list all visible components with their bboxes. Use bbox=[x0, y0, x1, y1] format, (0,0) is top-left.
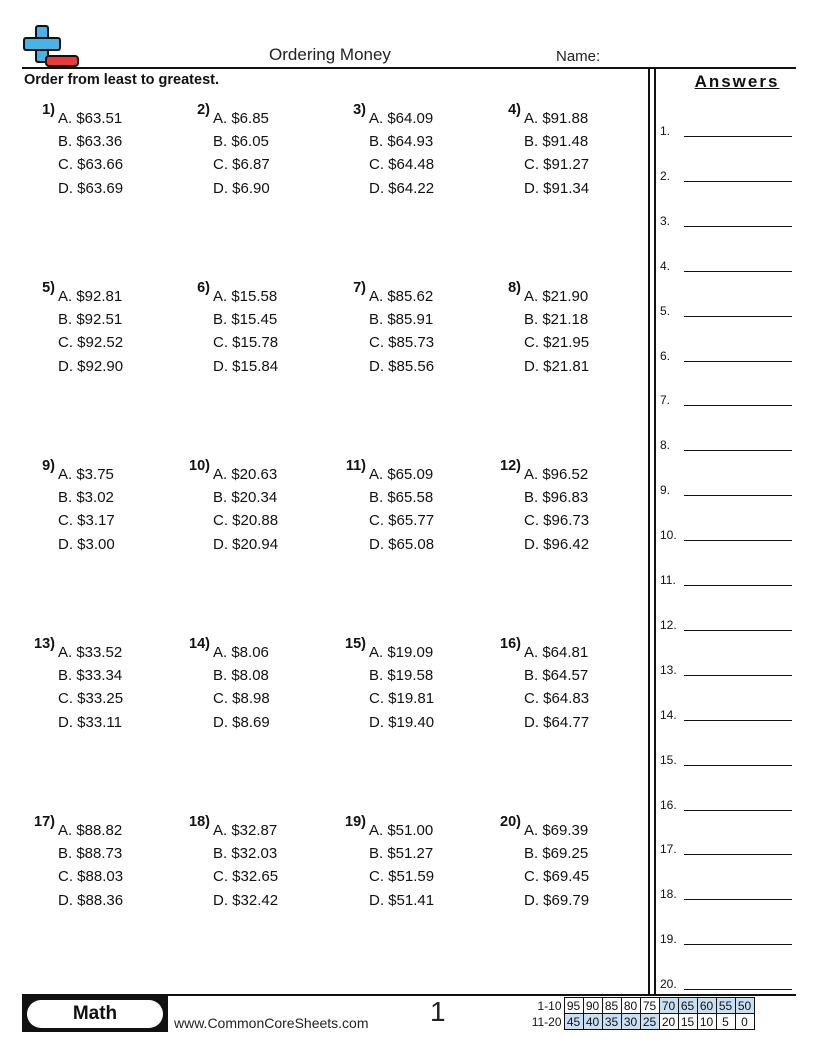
score-cell: 85 bbox=[602, 998, 621, 1014]
answer-row bbox=[660, 524, 792, 544]
answer-column-divider bbox=[648, 68, 650, 995]
option-list bbox=[369, 463, 434, 556]
score-cell: 10 bbox=[697, 1014, 716, 1030]
option-item: C. $51.59 bbox=[369, 868, 435, 886]
answer-row bbox=[660, 300, 792, 320]
score-cell: 45 bbox=[564, 1014, 583, 1030]
problem-number: 6) bbox=[197, 280, 210, 296]
answer-row bbox=[660, 434, 792, 454]
option-item: B. $92.51 bbox=[58, 311, 123, 329]
score-cell: 20 bbox=[659, 1014, 678, 1030]
option-list bbox=[58, 107, 123, 200]
problem bbox=[335, 102, 485, 202]
problem-number: 2) bbox=[197, 102, 210, 118]
option-item: B. $64.57 bbox=[524, 667, 589, 685]
option-item: B. $51.27 bbox=[369, 845, 434, 863]
option-list bbox=[58, 285, 123, 378]
score-cell: 60 bbox=[697, 998, 716, 1014]
option-item: A. $32.87 bbox=[213, 822, 278, 839]
option-list bbox=[58, 641, 123, 734]
option-list bbox=[369, 819, 434, 912]
option-item: B. $65.58 bbox=[369, 489, 434, 507]
option-list bbox=[213, 819, 278, 912]
option-list bbox=[369, 641, 434, 734]
option-item: B. $6.05 bbox=[213, 133, 269, 151]
answer-number: 11. bbox=[660, 573, 676, 587]
option-item: A. $65.09 bbox=[369, 466, 434, 483]
problem-number: 14) bbox=[189, 636, 210, 652]
option-item: D. $65.08 bbox=[369, 535, 435, 553]
option-item: A. $64.09 bbox=[369, 110, 434, 127]
option-item: B. $91.48 bbox=[524, 133, 589, 151]
option-item: D. $96.42 bbox=[524, 535, 590, 553]
answer-blank[interactable] bbox=[684, 675, 792, 676]
option-item: D. $91.34 bbox=[524, 179, 590, 197]
answer-number: 15. bbox=[660, 752, 677, 767]
option-list bbox=[58, 463, 115, 556]
problem-number: 18) bbox=[189, 814, 210, 830]
option-item: A. $69.39 bbox=[524, 822, 589, 839]
answer-row bbox=[660, 120, 792, 140]
answer-row bbox=[660, 210, 792, 230]
score-cell: 30 bbox=[621, 1014, 640, 1030]
problem-number: 17) bbox=[34, 814, 55, 830]
problem-number: 7) bbox=[353, 280, 366, 296]
option-list bbox=[524, 107, 589, 200]
score-cell: 90 bbox=[583, 998, 602, 1014]
answer-number: 12. bbox=[660, 617, 677, 632]
answer-blank[interactable] bbox=[684, 450, 792, 451]
answer-blank[interactable] bbox=[684, 540, 792, 541]
option-item: C. $6.87 bbox=[213, 156, 270, 174]
answer-number: 5. bbox=[660, 303, 671, 318]
option-list bbox=[369, 107, 434, 200]
option-item: C. $63.66 bbox=[58, 156, 124, 174]
score-cell: 75 bbox=[640, 998, 659, 1014]
problem-number: 5) bbox=[42, 280, 55, 296]
problem bbox=[24, 814, 174, 914]
answer-row bbox=[660, 704, 792, 724]
answer-blank[interactable] bbox=[684, 271, 792, 272]
option-item: C. $92.52 bbox=[58, 334, 124, 352]
score-cell: 55 bbox=[716, 998, 735, 1014]
problem-number: 13) bbox=[34, 636, 55, 652]
answer-row bbox=[660, 479, 792, 499]
problem-number: 8) bbox=[508, 280, 521, 296]
problem-number: 20) bbox=[500, 814, 521, 830]
answer-number: 10. bbox=[660, 528, 677, 543]
option-item: A. $15.58 bbox=[213, 288, 278, 305]
answer-blank[interactable] bbox=[684, 630, 792, 631]
answer-row bbox=[660, 794, 792, 814]
answer-row bbox=[660, 659, 792, 679]
option-item: A. $19.09 bbox=[369, 644, 434, 661]
option-item: D. $85.56 bbox=[369, 357, 435, 375]
option-item: B. $85.91 bbox=[369, 311, 434, 329]
answer-number: 7. bbox=[660, 393, 671, 408]
option-item: C. $33.25 bbox=[58, 690, 124, 708]
option-item: B. $88.73 bbox=[58, 845, 123, 863]
option-item: A. $92.81 bbox=[58, 288, 123, 305]
option-item: D. $92.90 bbox=[58, 357, 124, 375]
option-item: A. $88.82 bbox=[58, 822, 123, 839]
answer-blank[interactable] bbox=[684, 989, 792, 990]
problem-number: 19) bbox=[345, 814, 366, 830]
option-item: D. $69.79 bbox=[524, 891, 590, 909]
option-item: A. $20.63 bbox=[213, 466, 278, 483]
option-list bbox=[524, 819, 589, 912]
problem bbox=[179, 280, 329, 380]
answer-row bbox=[660, 614, 792, 634]
problem bbox=[179, 458, 329, 558]
answer-blank[interactable] bbox=[684, 405, 792, 406]
problem bbox=[490, 280, 640, 380]
option-item: A. $64.81 bbox=[524, 644, 589, 661]
option-item: A. $51.00 bbox=[369, 822, 434, 839]
option-item: A. $91.88 bbox=[524, 110, 589, 127]
answer-blank[interactable] bbox=[684, 361, 792, 362]
problem-number: 10) bbox=[189, 458, 210, 474]
problem bbox=[179, 636, 329, 736]
option-item: D. $51.41 bbox=[369, 891, 435, 909]
problem-number: 9) bbox=[42, 458, 55, 474]
answer-blank[interactable] bbox=[684, 720, 792, 721]
answer-number: 20. bbox=[660, 977, 677, 992]
option-item: D. $8.69 bbox=[213, 713, 270, 731]
option-item: A. $33.52 bbox=[58, 644, 123, 661]
problem-number: 16) bbox=[500, 636, 521, 652]
answer-number: 16. bbox=[660, 797, 677, 812]
option-item: A. $3.75 bbox=[58, 466, 114, 483]
option-item: B. $8.08 bbox=[213, 667, 269, 685]
answer-row bbox=[660, 749, 792, 769]
score-cell: 35 bbox=[602, 1014, 621, 1030]
problem bbox=[24, 280, 174, 380]
answer-row bbox=[660, 883, 792, 903]
problem bbox=[24, 636, 174, 736]
option-item: B. $19.58 bbox=[369, 667, 434, 685]
option-list bbox=[213, 641, 270, 734]
answer-number: 17. bbox=[660, 842, 677, 857]
option-item: C. $64.48 bbox=[369, 156, 435, 174]
option-item: B. $63.36 bbox=[58, 133, 123, 151]
option-list bbox=[369, 285, 434, 378]
answer-blank[interactable] bbox=[684, 495, 792, 496]
score-row-label: 11-20 bbox=[531, 1014, 562, 1029]
problem bbox=[490, 458, 640, 558]
option-item: D. $32.42 bbox=[213, 891, 279, 909]
option-item: A. $6.85 bbox=[213, 110, 269, 127]
answer-number: 4. bbox=[660, 258, 671, 273]
score-row-label: 1-10 bbox=[537, 998, 562, 1013]
option-item: D. $6.90 bbox=[213, 179, 270, 197]
option-item: B. $20.34 bbox=[213, 489, 278, 507]
option-item: C. $8.98 bbox=[213, 690, 270, 708]
answer-number: 1. bbox=[660, 124, 671, 138]
option-item: D. $88.36 bbox=[58, 891, 124, 909]
option-item: C. $19.81 bbox=[369, 690, 435, 708]
option-item: D. $63.69 bbox=[58, 179, 124, 197]
answer-number: 13. bbox=[660, 662, 677, 677]
problem-number: 11) bbox=[345, 458, 366, 474]
score-cell: 40 bbox=[583, 1014, 602, 1030]
option-item: C. $15.78 bbox=[213, 334, 279, 352]
option-item: C. $21.95 bbox=[524, 334, 590, 352]
problem bbox=[335, 458, 485, 558]
answer-row bbox=[660, 973, 792, 993]
option-list bbox=[524, 285, 589, 378]
problem bbox=[490, 814, 640, 914]
problem-number: 15) bbox=[345, 636, 366, 652]
option-item: C. $85.73 bbox=[369, 334, 435, 352]
option-item: A. $8.06 bbox=[213, 644, 269, 661]
score-row bbox=[528, 1014, 754, 1030]
footer-url: www.CommonCoreSheets.com bbox=[174, 1015, 369, 1031]
score-cell: 15 bbox=[678, 1014, 697, 1030]
footer-subject: Math bbox=[27, 1000, 163, 1028]
answer-row bbox=[660, 928, 792, 948]
option-item: B. $96.83 bbox=[524, 489, 589, 507]
answer-blank[interactable] bbox=[684, 899, 792, 900]
answer-number: 8. bbox=[660, 438, 671, 453]
option-item: C. $3.17 bbox=[58, 512, 115, 530]
problem bbox=[335, 814, 485, 914]
name-label: Name: bbox=[556, 48, 601, 65]
answer-blank[interactable] bbox=[684, 316, 792, 317]
option-list bbox=[213, 107, 270, 200]
problem-number: 3) bbox=[353, 102, 366, 118]
option-item: B. $32.03 bbox=[213, 845, 278, 863]
score-cell: 0 bbox=[735, 1014, 754, 1030]
problem bbox=[490, 102, 640, 202]
option-item: D. $64.22 bbox=[369, 179, 435, 197]
option-item: B. $69.25 bbox=[524, 845, 589, 863]
problem-number: 12) bbox=[500, 458, 521, 474]
score-cell: 95 bbox=[564, 998, 583, 1014]
option-item: D. $3.00 bbox=[58, 535, 115, 553]
option-item: C. $20.88 bbox=[213, 512, 279, 530]
score-table bbox=[528, 997, 755, 1030]
option-item: D. $33.11 bbox=[58, 713, 122, 731]
problem bbox=[179, 814, 329, 914]
problem bbox=[335, 636, 485, 736]
option-item: C. $88.03 bbox=[58, 868, 124, 886]
answer-number: 9. bbox=[660, 483, 671, 498]
option-item: A. $85.62 bbox=[369, 288, 434, 305]
instructions: Order from least to greatest. bbox=[24, 72, 219, 88]
answer-number: 2. bbox=[660, 168, 671, 183]
problem-number: 4) bbox=[508, 102, 521, 118]
answer-number: 18. bbox=[660, 887, 677, 902]
header-divider bbox=[22, 67, 796, 69]
option-list bbox=[213, 463, 278, 556]
answer-row bbox=[660, 345, 792, 365]
option-item: B. $33.34 bbox=[58, 667, 123, 685]
score-cell: 50 bbox=[735, 998, 754, 1014]
problem bbox=[179, 102, 329, 202]
option-item: B. $21.18 bbox=[524, 311, 589, 329]
option-item: C. $65.77 bbox=[369, 512, 435, 530]
option-list bbox=[213, 285, 278, 378]
option-item: A. $96.52 bbox=[524, 466, 589, 483]
option-item: D. $19.40 bbox=[369, 713, 435, 731]
answer-blank[interactable] bbox=[684, 944, 792, 945]
score-cell: 80 bbox=[621, 998, 640, 1014]
option-item: C. $64.83 bbox=[524, 690, 590, 708]
answer-blank[interactable] bbox=[684, 226, 792, 227]
option-item: B. $3.02 bbox=[58, 489, 114, 507]
score-cell: 70 bbox=[659, 998, 678, 1014]
option-item: C. $96.73 bbox=[524, 512, 590, 530]
option-item: C. $69.45 bbox=[524, 868, 590, 886]
answer-row bbox=[660, 255, 792, 275]
option-item: D. $15.84 bbox=[213, 357, 279, 375]
problem bbox=[24, 102, 174, 202]
option-item: A. $21.90 bbox=[524, 288, 589, 305]
answer-row bbox=[660, 838, 792, 858]
answers-title: Answers bbox=[694, 72, 780, 91]
answer-number: 19. bbox=[660, 932, 677, 947]
answer-number: 3. bbox=[660, 213, 671, 228]
answer-row bbox=[660, 165, 792, 185]
problem bbox=[335, 280, 485, 380]
option-list bbox=[524, 463, 589, 556]
option-item: B. $64.93 bbox=[369, 133, 434, 151]
score-cell: 25 bbox=[640, 1014, 659, 1030]
answer-row bbox=[660, 389, 792, 409]
option-item: B. $15.45 bbox=[213, 311, 278, 329]
answer-blank[interactable] bbox=[684, 810, 792, 811]
page-title: Ordering Money bbox=[269, 45, 391, 64]
option-list bbox=[58, 819, 123, 912]
answer-blank[interactable] bbox=[684, 765, 792, 766]
page-number: 1 bbox=[430, 996, 446, 1027]
answer-blank[interactable] bbox=[684, 585, 792, 586]
option-item: A. $63.51 bbox=[58, 110, 123, 127]
answer-blank[interactable] bbox=[684, 136, 792, 137]
answer-number: 14. bbox=[660, 707, 677, 722]
answer-row bbox=[660, 569, 792, 589]
answer-blank[interactable] bbox=[684, 854, 792, 855]
problem bbox=[24, 458, 174, 558]
score-cell: 5 bbox=[716, 1014, 735, 1030]
option-item: C. $32.65 bbox=[213, 868, 279, 886]
score-cell: 65 bbox=[678, 998, 697, 1014]
answer-number: 6. bbox=[660, 348, 671, 363]
problem-number: 1) bbox=[42, 102, 55, 118]
option-list bbox=[524, 641, 589, 734]
score-row bbox=[528, 998, 754, 1014]
answer-column-divider bbox=[654, 68, 656, 995]
option-item: D. $20.94 bbox=[213, 535, 279, 553]
option-item: D. $64.77 bbox=[524, 713, 590, 731]
answer-blank[interactable] bbox=[684, 181, 792, 182]
option-item: C. $91.27 bbox=[524, 156, 590, 174]
problem bbox=[490, 636, 640, 736]
option-item: D. $21.81 bbox=[524, 357, 590, 375]
